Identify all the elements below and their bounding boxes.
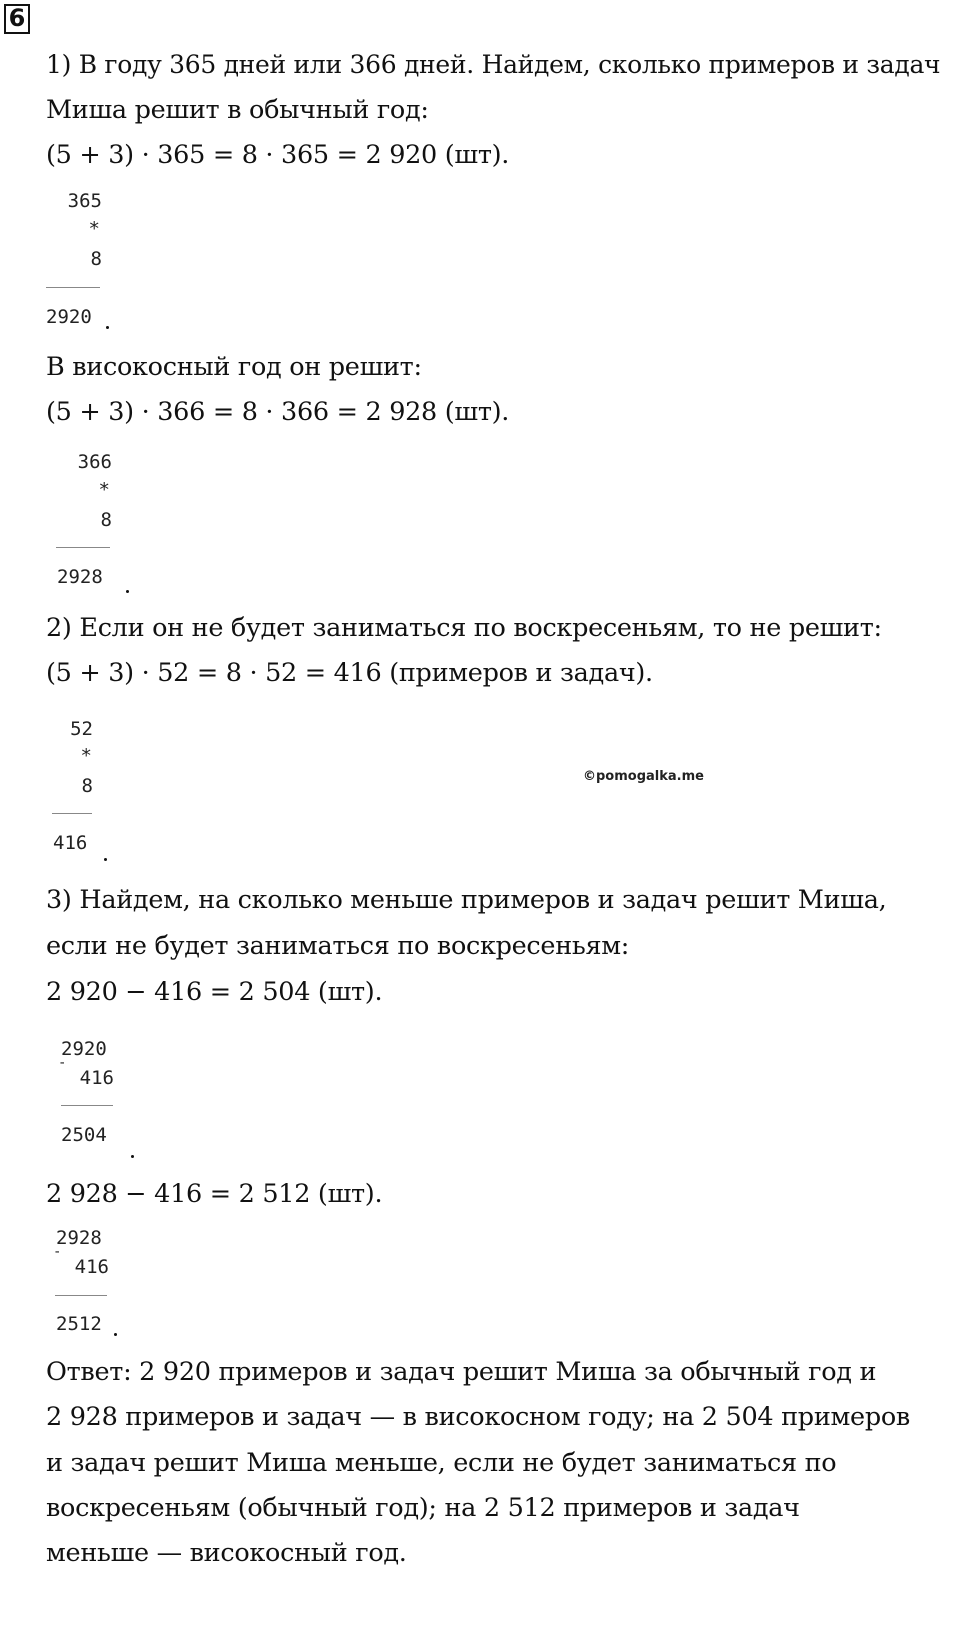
- column-operator: -: [53, 1244, 62, 1260]
- period-mark: [126, 590, 129, 593]
- column-operand-bottom: 8: [100, 509, 112, 531]
- column-rule: [56, 547, 110, 548]
- column-result: 2512: [56, 1313, 102, 1335]
- column-result: 416: [53, 832, 88, 854]
- answer-line: меньше — високосный год.: [46, 1538, 407, 1568]
- equation-line: (5 + 3) · 52 = 8 · 52 = 416 (примеров и задач).: [46, 658, 653, 688]
- column-operand-bottom: 416: [79, 1067, 114, 1089]
- text-line: если не будет заниматься по воскресеньям:: [46, 931, 630, 961]
- column-operand-top: 365: [67, 190, 102, 212]
- answer-line: и задач решит Миша меньше, если не будет заниматься по: [46, 1448, 837, 1478]
- column-operator: *: [80, 745, 92, 767]
- column-operand-top: 2920: [61, 1038, 107, 1060]
- column-result: 2928: [57, 566, 103, 588]
- answer-line: воскресеньям (обычный год); на 2 512 примеров и задач: [46, 1493, 800, 1523]
- column-rule: [61, 1105, 113, 1106]
- equation-line: 2 920 − 416 = 2 504 (шт).: [46, 977, 383, 1007]
- equation-line: (5 + 3) · 366 = 8 · 366 = 2 928 (шт).: [46, 397, 510, 427]
- text-line: 1) В году 365 дней или 366 дней. Найдем, сколько примеров и задач: [46, 50, 941, 79]
- column-operand-bottom: 8: [81, 775, 93, 797]
- answer-line: 2 928 примеров и задач — в високосном году; на 2 504 примеров: [46, 1402, 910, 1432]
- column-result: 2920: [46, 306, 92, 328]
- period-mark: [131, 1155, 134, 1158]
- column-rule: [46, 287, 100, 288]
- column-rule: [55, 1295, 107, 1296]
- column-operator: *: [88, 218, 100, 240]
- column-rule: [52, 813, 92, 814]
- text-line: В високосный год он решит:: [46, 352, 422, 382]
- period-mark: [104, 858, 107, 861]
- column-operator: *: [98, 479, 110, 501]
- column-result: 2504: [61, 1124, 107, 1146]
- period-mark: [106, 326, 109, 329]
- column-operand-top: 52: [70, 718, 93, 740]
- text-line: 3) Найдем, на сколько меньше примеров и задач решит Миша,: [46, 885, 887, 915]
- column-operator: -: [58, 1055, 67, 1071]
- column-operand-top: 2928: [56, 1227, 102, 1249]
- text-line: 2) Если он не будет заниматься по воскресеньям, то не решит:: [46, 613, 882, 643]
- text-line: Миша решит в обычный год:: [46, 95, 429, 125]
- answer-line: Ответ: 2 920 примеров и задач решит Миша за обычный год и: [46, 1357, 877, 1387]
- watermark: ©pomogalka.me: [583, 769, 704, 784]
- equation-line: 2 928 − 416 = 2 512 (шт).: [46, 1179, 383, 1209]
- period-mark: [114, 1333, 117, 1336]
- column-operand-top: 366: [77, 451, 112, 473]
- column-operand-bottom: 8: [90, 248, 102, 270]
- task-number-badge: 6: [4, 4, 30, 34]
- column-operand-bottom: 416: [74, 1256, 109, 1278]
- equation-line: (5 + 3) · 365 = 8 · 365 = 2 920 (шт).: [46, 140, 510, 170]
